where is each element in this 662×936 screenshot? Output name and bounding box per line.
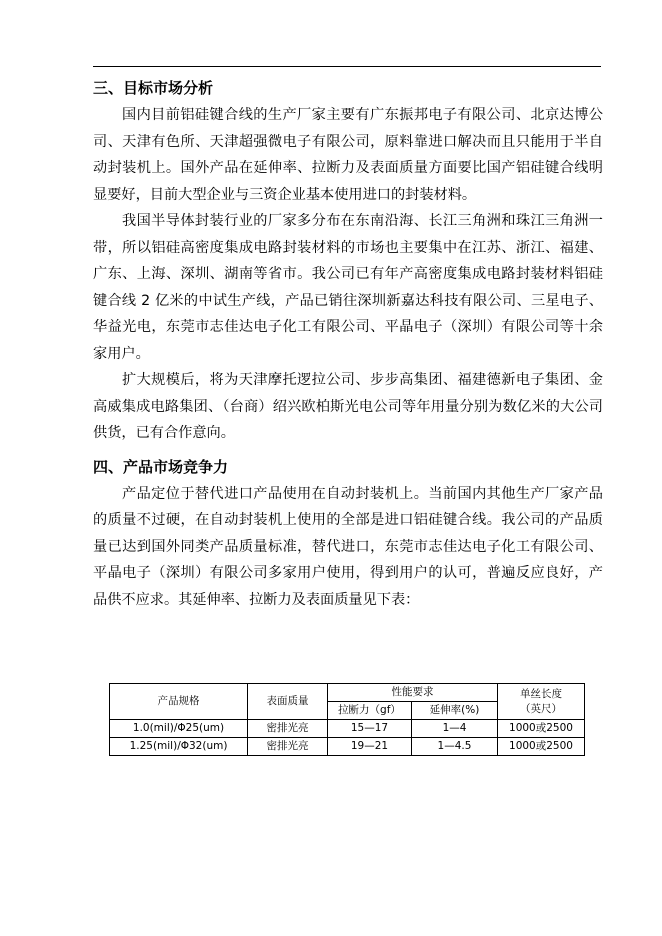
cell-surface: 密排光亮 (248, 738, 328, 756)
paragraph-domestic-producers: 国内目前铝硅键合线的生产厂家主要有广东振邦电子有限公司、北京达博公司、天津有色所、天津超强微电子有限公司，原料靠进口解决而且只能用于半自动封装机上。国外产品在延伸率、拉断力及表面质量方面要比国产铝硅键合线明显要好，目前大型企业与三资企业基本使用进口的封装材料。 (93, 107, 603, 203)
header-performance: 性能要求 (328, 684, 498, 702)
paragraph-expansion: 扩大规模后，将为天津摩托逻拉公司、步步高集团、福建德新电子集团、金高威集成电路集团、（台商）绍兴欧柏斯光电公司等年用量分别为数亿米的大公司供货，已有合作意向。 (93, 372, 603, 441)
header-elongation: 延伸率(%) (412, 702, 498, 720)
paragraph-regional-market: 我国半导体封装行业的厂家多分布在东南沿海、长江三角洲和珠江三角洲一带，所以铝硅高密度集成电路封装材料的市场也主要集中在江苏、浙江、福建、广东、上海、深圳、湖南等省市。我公司已有年产高密度集成电路封装材料铝硅键合线 2 亿米的中试生产线，产品已销往深圳新嘉达科技有限公司、三星电子、华益光电，东莞市志佳达电子化工有限公司、平晶电子（深圳）有限公司等十余家用户。 (93, 213, 603, 362)
document-body (93, 73, 603, 613)
header-rule (93, 66, 601, 67)
section-heading-target-market: 三、目标市场分析 (93, 79, 214, 97)
cell-length: 1000或2500 (498, 738, 585, 756)
paragraph-product-positioning: 产品定位于替代进口产品使用在自动封装机上。当前国内其他生产厂家产品的质量不过硬，在自动封装机上使用的全部是进口铝硅键合线。我公司的产品质量已达到国外同类产品质量标准，替代进口，东莞市志佳达电子化工有限公司、平晶电子（深圳）有限公司多家用户使用，得到用户的认可，普遍反应良好，产品供不应求。其延伸率、拉断力及表面质量见下表： (93, 485, 603, 608)
cell-spec: 1.25(mil)/Φ32(um) (110, 738, 248, 756)
table-header-row (110, 684, 585, 702)
cell-length: 1000或2500 (498, 720, 585, 738)
header-surface: 表面质量 (248, 684, 328, 720)
header-length (498, 684, 585, 720)
section-heading-competitiveness: 四、产品市场竞争力 (93, 457, 229, 476)
header-tensile: 拉断力（gf） (328, 702, 412, 720)
header-length-label: 单丝长度 (520, 687, 562, 700)
table-row (110, 720, 585, 738)
cell-elongation: 1—4.5 (412, 738, 498, 756)
product-spec-table (109, 683, 585, 756)
cell-tensile: 19—21 (328, 738, 412, 756)
header-spec: 产品规格 (110, 684, 248, 720)
cell-spec: 1.0(mil)/Φ25(um) (110, 720, 248, 738)
table-row (110, 738, 585, 756)
header-length-unit: （英尺） (520, 702, 562, 715)
cell-surface: 密排光亮 (248, 720, 328, 738)
cell-tensile: 15—17 (328, 720, 412, 738)
cell-elongation: 1—4 (412, 720, 498, 738)
